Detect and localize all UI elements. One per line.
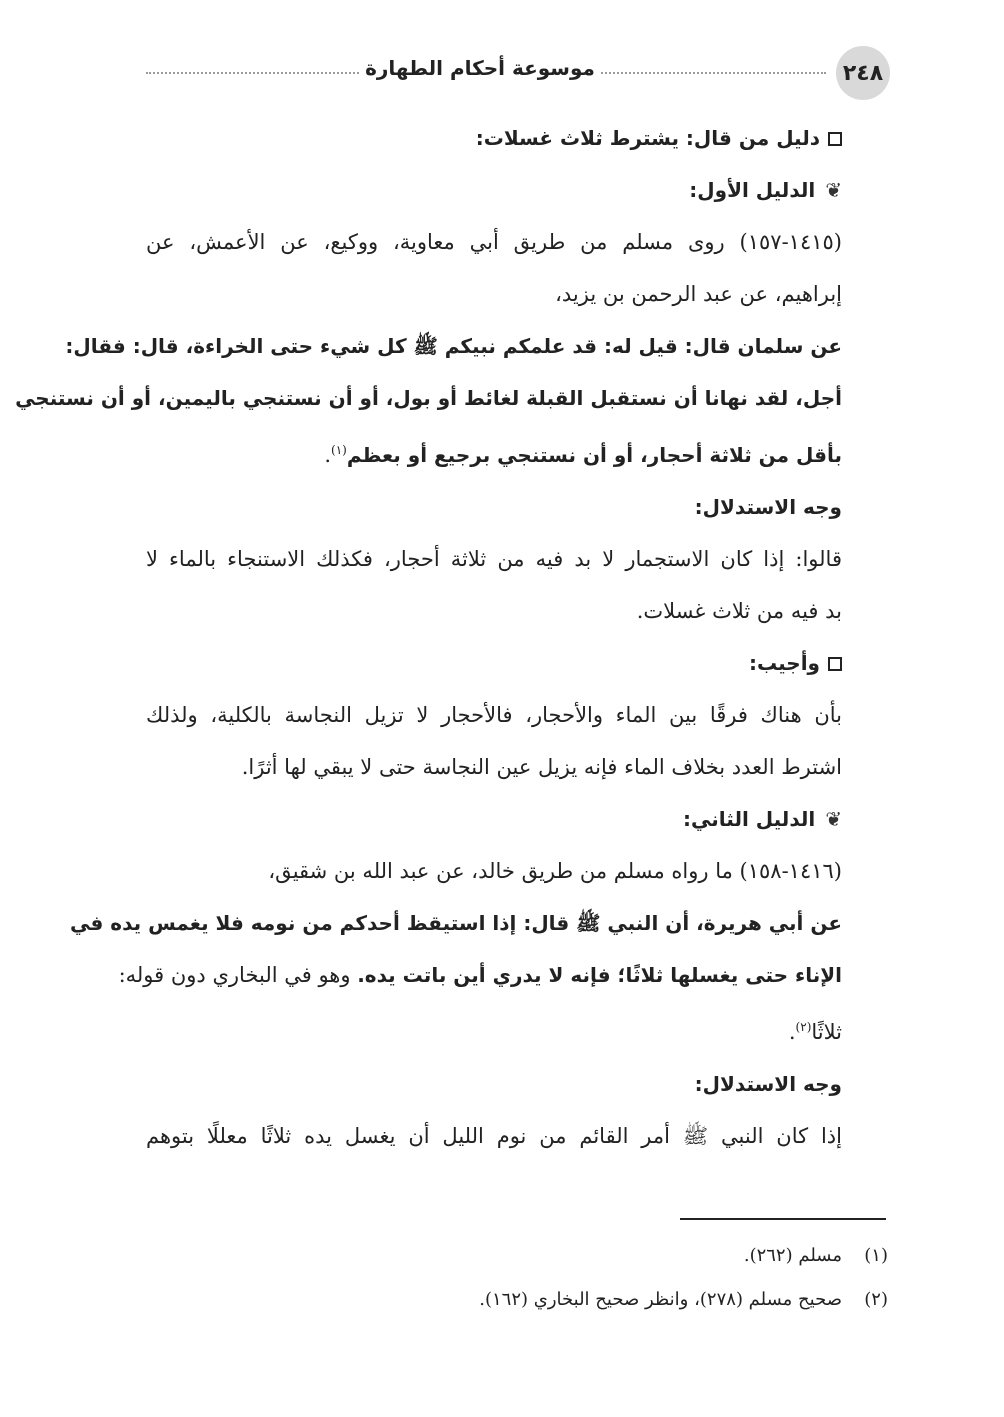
- wajh2-heading: وجه الاستدلال:: [694, 1072, 842, 1096]
- evidence2-matn-line1: عن أبي هريرة، أن النبي ﷺ قال: إذا استيقظ أحدكم من نومه فلا يغمس يده في: [69, 911, 842, 935]
- leaf-icon: ❦: [825, 178, 842, 202]
- square-outline-icon: [828, 132, 842, 146]
- evidence1-heading: ❦الدليل الأول:: [146, 164, 842, 216]
- footnote-number: (١): [864, 1245, 888, 1266]
- evidence1-isnad-line1: (١٤١٥-١٥٧) روى مسلم من طريق أبي معاوية، ووكيع، عن الأعمش، عن: [146, 230, 842, 254]
- footnote-text: صحيح مسلم (٢٧٨)، وانظر صحيح البخاري (١٦٢).: [479, 1289, 842, 1310]
- footnotes: [146, 1234, 888, 1322]
- footnote-ref-2: (٢): [795, 1020, 812, 1034]
- evidence1-isnad-line2: إبراهيم، عن عبد الرحمن بن يزيد،: [555, 282, 842, 306]
- evidence2-heading: ❦الدليل الثاني:: [146, 793, 842, 845]
- evidence1-matn-line2: أجل، لقد نهانا أن نستقبل القبلة لغائط أو بول، أو أن نستنجي باليمين، أو أن نستنجي: [15, 386, 842, 410]
- footnote-number: (٢): [864, 1289, 888, 1310]
- footnote-item: [146, 1234, 888, 1278]
- page-body: [15, 112, 842, 1162]
- evidence2-isnad-line1: (١٤١٦-١٥٨) ما رواه مسلم من طريق خالد، عن عبد الله بن شقيق،: [268, 859, 842, 883]
- wajh2-line1: إذا كان النبي ﷺ أمر القائم من نوم الليل أن يغسل يده ثلاثًا معللًا بتوهم: [146, 1124, 842, 1148]
- section-title: دليل من قال: يشترط ثلاث غسلات:: [146, 112, 842, 164]
- answer-heading: وأجيب:: [146, 637, 842, 689]
- answer-line2: اشترط العدد بخلاف الماء فإنه يزيل عين النجاسة حتى لا يبقي لها أثرًا.: [241, 755, 842, 779]
- wajh1-line1: قالوا: إذا كان الاستجمار لا بد فيه من ثلاثة أحجار، فكذلك الاستنجاء بالماء لا: [146, 547, 842, 571]
- evidence1-matn-line1: عن سلمان قال: قيل له: قد علمكم نبيكم ﷺ كل شيء حتى الخراءة، قال: فقال:: [65, 334, 842, 358]
- footnote-separator: [680, 1218, 886, 1220]
- evidence2-matn-line3: ثلاثًا$^{(٢)}$.: [788, 1020, 842, 1044]
- footnote-ref-1: (١): [331, 443, 347, 457]
- wajh1-heading: وجه الاستدلال:: [694, 495, 842, 519]
- footnote-text: مسلم (٢٦٢).: [743, 1245, 842, 1266]
- leaf-icon: ❦: [825, 807, 842, 831]
- evidence1-matn-line3: بأقل من ثلاثة أحجار، أو أن نستنجي برجيع أو بعظم$^{(١)}$.: [324, 443, 842, 467]
- evidence2-matn-line2: الإناء حتى يغسلها ثلاثًا؛ فإنه لا يدري أين باتت يده. وهو في البخاري دون قوله:: [118, 963, 842, 987]
- running-title: موسوعة أحكام الطهارة: [360, 56, 600, 80]
- answer-line1: بأن هناك فرقًا بين الماء والأحجار، فالأحجار لا تزيل النجاسة بالكلية، ولذلك: [146, 703, 842, 727]
- page-number: ٢٤٨: [836, 46, 890, 100]
- square-outline-icon: [828, 657, 842, 671]
- wajh1-line2: بد فيه من ثلاث غسلات.: [636, 599, 842, 623]
- footnote-item: [146, 1278, 888, 1322]
